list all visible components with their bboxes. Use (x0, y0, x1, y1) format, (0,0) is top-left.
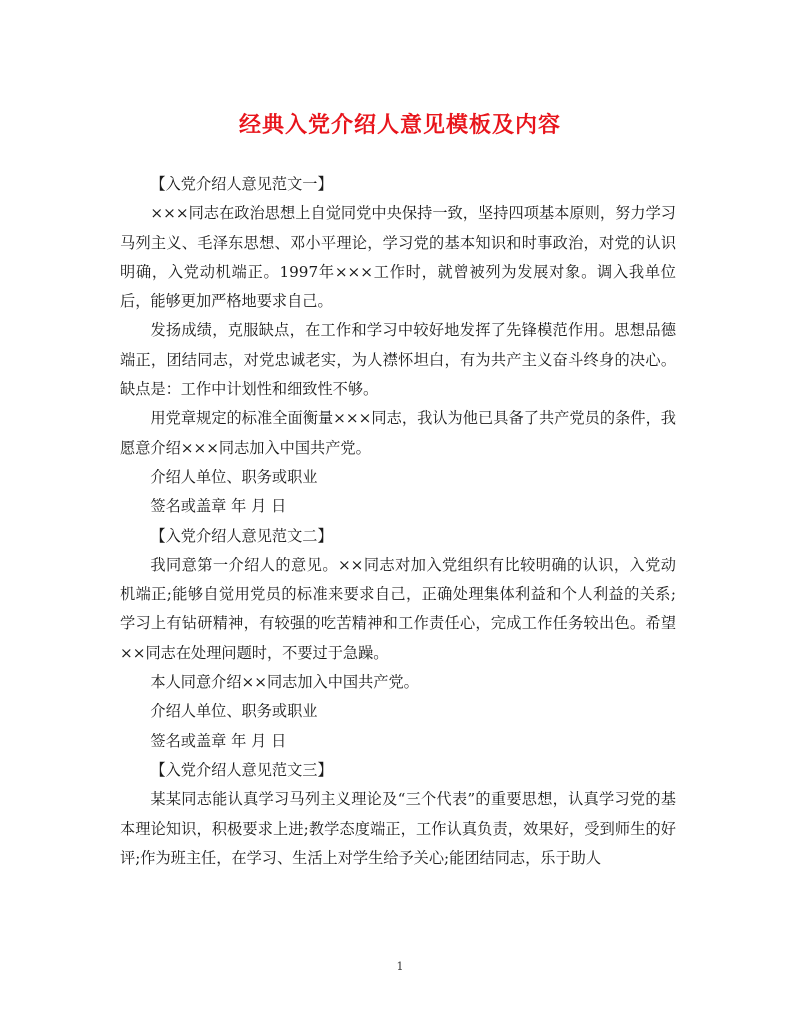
signature-date-line: 签名或盖章 年 月 日 (150, 497, 287, 516)
paragraph: ×××同志在政治思想上自觉同党中央保持一致，坚持四项基本原则，努力学习马列主义、毛泽东思想、邓小平理论，学习党的基本知识和时事政治，对党的认识明确，入党动机端正。1997年×××工作时，就曾被列为发展对象。调入我单位后，能够更加严格地要求自己。 (120, 204, 676, 311)
document-body (120, 170, 676, 873)
paragraph: 本人同意介绍××同志加入中国共产党。 (150, 673, 419, 692)
paragraph: 用党章规定的标准全面衡量×××同志，我认为他已具备了共产党员的条件，我愿意介绍×××同志加入中国共产党。 (120, 409, 676, 457)
section-heading-2: 【入党介绍人意见范文二】 (150, 526, 333, 545)
section-heading-1: 【入党介绍人意见范文一】 (150, 175, 333, 193)
signature-unit-line: 介绍人单位、职务或职业 (150, 467, 318, 486)
page-number: 1 (396, 960, 404, 973)
paragraph: 发扬成绩，克服缺点，在工作和学习中较好地发挥了先锋模范作用。思想品德端正，团结同志，对党忠诚老实，为人襟怀坦白，有为共产主义奋斗终身的决心。缺点是：工作中计划性和细致性不够。 (120, 321, 676, 399)
signature-date-line: 签名或盖章 年 月 日 (150, 731, 287, 750)
paragraph: 我同意第一介绍人的意见。××同志对加入党组织有比较明确的认识，入党动机端正;能够自觉用党员的标准来要求自己，正确处理集体利益和个人利益的关系;学习上有钻研精神，有较强的吃苦精神和工作责任心，完成工作任务较出色。希望××同志在处理问题时，不要过于急躁。 (120, 555, 676, 662)
paragraph: 某某同志能认真学习马列主义理论及“三个代表”的重要思想，认真学习党的基本理论知识，积极要求上进;教学态度端正，工作认真负责，效果好，受到师生的好评;作为班主任，在学习、生活上对学生给予关心;能团结同志，乐于助人 (120, 790, 676, 867)
document-title: 经典入党介绍人意见模板及内容 (238, 112, 561, 138)
signature-unit-line: 介绍人单位、职务或职业 (150, 702, 318, 721)
section-heading-3: 【入党介绍人意见范文三】 (150, 760, 333, 779)
